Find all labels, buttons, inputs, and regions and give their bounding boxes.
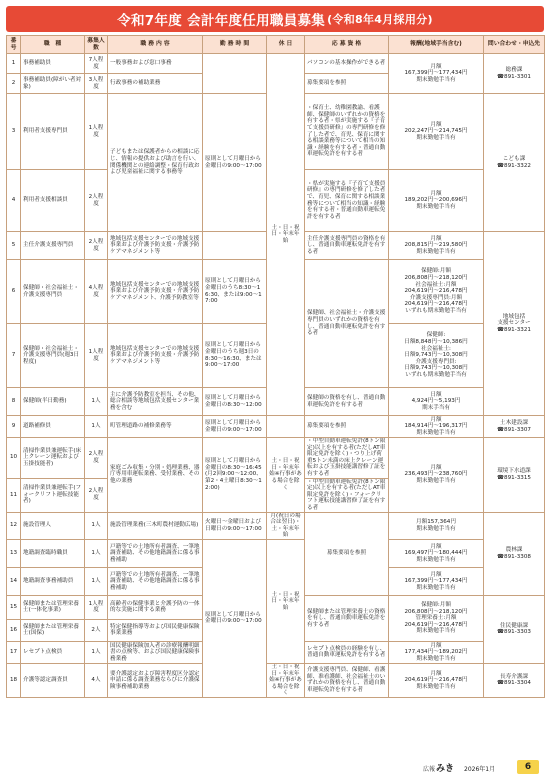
qualification: ・中型自動車運転免許(8トン限定)以上を有する者(ただしAT車限定免許を除く)・フォークリフト運転技能講習修了証を有する者 bbox=[305, 478, 389, 512]
page-banner bbox=[6, 6, 544, 32]
row-number: 2 bbox=[7, 74, 21, 94]
pay-line: 期末手当有 bbox=[422, 404, 450, 411]
footer-date: 2026年1月 bbox=[464, 766, 496, 773]
row-number: 13 bbox=[7, 539, 21, 567]
contact-dept: 総務課 bbox=[505, 66, 523, 73]
duties: 戸籍等での土地所有者調査、一筆地調査補助、その他地籍調査に係る事務補助 bbox=[108, 567, 203, 595]
holiday bbox=[267, 416, 305, 438]
pay-line: 月額 bbox=[430, 416, 442, 423]
pay-cell bbox=[389, 260, 484, 324]
job-title: レセプト点検員 bbox=[21, 641, 85, 663]
contact-cell bbox=[484, 438, 545, 513]
row-number: 1 bbox=[7, 54, 21, 74]
job-title: 施設管理人 bbox=[21, 512, 85, 539]
duties: 地域包括支援センターでの地域支援事業および介護予防支援・介護予防ケアマネジメント等 bbox=[108, 232, 203, 260]
headcount: 1人 bbox=[85, 512, 108, 539]
job-title: 清掃作業員兼運転手(床上クレーン運転および玉掛技能者) bbox=[21, 438, 85, 479]
qualification: 募集要項を参照 bbox=[305, 74, 389, 94]
row-number: 4 bbox=[7, 170, 21, 232]
pay-cell bbox=[389, 641, 484, 663]
qualification: パソコンの基本操作ができる者 bbox=[305, 54, 389, 74]
pay-line: 月額 bbox=[430, 543, 442, 550]
job-title: 地籍調査事務補助員 bbox=[21, 567, 85, 595]
pay-line: 177,434円〜189,202円 bbox=[404, 649, 468, 656]
job-title: 利用者支援専門員 bbox=[21, 94, 85, 170]
header-number: 番号 bbox=[7, 36, 21, 54]
pay-line: 月額 bbox=[430, 190, 442, 197]
qualification: 保健師、社会福祉士・介護支援専門員のいずれかの資格を有し、普通自動車運転免許を有する者 bbox=[305, 260, 389, 388]
pay-line: いずれも期末勤勉手当有 bbox=[405, 307, 467, 314]
row-number: 11 bbox=[7, 478, 21, 512]
row-number: 18 bbox=[7, 663, 21, 697]
pay-cell bbox=[389, 512, 484, 539]
pay-line: 204,619円〜216,478円 bbox=[404, 621, 468, 628]
pay-line: 184,914円〜196,317円 bbox=[404, 423, 468, 430]
job-title: 道路補修員 bbox=[21, 416, 85, 438]
header-holiday: 休 日 bbox=[267, 36, 305, 54]
pay-line: 期末勤勉手当有 bbox=[416, 584, 456, 591]
headcount: 2人程度 bbox=[85, 232, 108, 260]
headcount: 3人程度 bbox=[85, 74, 108, 94]
work-hours: 原則として月曜日から金曜日の9:00〜17:00 bbox=[203, 416, 267, 438]
pay-line: 202,247円〜214,745円 bbox=[404, 128, 468, 135]
work-hours bbox=[203, 232, 267, 260]
job-title: 保健師・社会福祉士・介護支援専門員 bbox=[21, 260, 85, 324]
duties: 国民健康保険加入者の診療報酬明細書の点検等、および国民健康保険事務業務 bbox=[108, 641, 203, 663]
headcount: 1人程度 bbox=[85, 595, 108, 619]
row-number: 14 bbox=[7, 567, 21, 595]
header-contact: 問い合わせ・申込先 bbox=[484, 36, 545, 54]
work-hours: 原則として月曜日から金曜日のうち8:30〜16:30、または9:00〜17:00 bbox=[203, 260, 267, 324]
pay-cell bbox=[389, 324, 484, 388]
duties: 家庭ごみ収集・分別・処理業務、器庁専用車運転業務、受付業務、その他の業務 bbox=[108, 438, 203, 513]
headcount: 2人程度 bbox=[85, 478, 108, 512]
header-hours: 勤 務 時 間 bbox=[203, 36, 267, 54]
row-number: 17 bbox=[7, 641, 21, 663]
contact-phone: ☎891-3322 bbox=[497, 162, 531, 169]
duties: 町管理道路の補修業務等 bbox=[108, 416, 203, 438]
work-hours: 原則として月曜日から金曜日の9:00〜17:00 bbox=[203, 94, 267, 232]
row-number: 12 bbox=[7, 512, 21, 539]
page-footer bbox=[0, 758, 550, 778]
pay-line: 月額 bbox=[430, 642, 442, 649]
job-title: 地籍調査臨時職員 bbox=[21, 539, 85, 567]
headcount: 4人程度 bbox=[85, 260, 108, 324]
duties: 施設管理業務(三木町農村運動広場) bbox=[108, 512, 203, 539]
contact-phone: ☎891-3307 bbox=[497, 426, 531, 433]
work-hours: 原則として月曜日から金曜日の8:30〜16:45(月2回9:00〜12:00、第2・4土曜日8:30〜12:00) bbox=[203, 438, 267, 513]
contact-cell bbox=[484, 54, 545, 94]
pay-line: 期末勤勉手当有 bbox=[416, 248, 456, 255]
pay-line: 社会福祉士:月額 bbox=[415, 281, 457, 288]
pay-line: 日額 bbox=[430, 391, 442, 398]
pay-line: 4,924円〜5,193円 bbox=[411, 398, 461, 405]
page-number: 6 bbox=[517, 760, 539, 774]
pay-line: 204,619円〜216,478円 bbox=[404, 301, 468, 308]
qualification: 保健師の資格を有し、普通自動車運転免許を有する者 bbox=[305, 388, 389, 416]
duties: 行政事務の補助業務 bbox=[108, 74, 203, 94]
table-row bbox=[7, 512, 545, 539]
row-number: 15 bbox=[7, 595, 21, 619]
pay-line: 保健師:月額 bbox=[421, 268, 451, 275]
table-row bbox=[7, 438, 545, 479]
pay-cell bbox=[389, 54, 484, 94]
pay-line: 月額 bbox=[430, 571, 442, 578]
pay-line: 236,493円〜238,760円 bbox=[404, 471, 468, 478]
pay-cell bbox=[389, 539, 484, 567]
contact-phone: ☎891-3303 bbox=[497, 629, 531, 636]
qualification: ・県が実施する『子育て支援員研修』の専門研修を修了した者で、育児、保育に関する相談業務等について相当の知識・経験を有する者・普通自動車運転免許を有する者 bbox=[305, 170, 389, 232]
row-number: 16 bbox=[7, 619, 21, 641]
table-row bbox=[7, 54, 545, 74]
row-number: 7 bbox=[7, 324, 21, 388]
recruitment-table bbox=[6, 35, 545, 698]
work-hours: 原則として月曜日から金曜日の8:30〜12:00 bbox=[203, 388, 267, 416]
pay-line: 167,399円〜177,434円 bbox=[404, 578, 468, 585]
headcount: 1人 bbox=[85, 539, 108, 567]
pay-line: 期末勤勉手当有 bbox=[416, 134, 456, 141]
header-qualification: 応 募 資 格 bbox=[305, 36, 389, 54]
job-title: 事務補助員(障がい者対象) bbox=[21, 74, 85, 94]
pay-line: 日額8,848円〜10,386円 bbox=[404, 339, 468, 346]
banner-title: 令和7年度 会計年度任用職員募集 bbox=[117, 13, 326, 29]
qualification: 主任介護支援専門員の資格を有し、普通自動車運転免許を有する者 bbox=[305, 232, 389, 260]
holiday: 土・日・祝日・年末年始 bbox=[267, 539, 305, 663]
pay-line: 204,619円〜216,478円 bbox=[404, 677, 468, 684]
pay-line: 日額9,743円〜10,308円 bbox=[404, 365, 468, 372]
pay-line: 208,815円〜219,580円 bbox=[404, 242, 468, 249]
pay-cell bbox=[389, 663, 484, 697]
table-row bbox=[7, 663, 545, 697]
pay-cell bbox=[389, 170, 484, 232]
job-title: 利用者支援相談員 bbox=[21, 170, 85, 232]
qualification: レセプト点検員の経験を有し、普通自動車運転免許を有する者 bbox=[305, 641, 389, 663]
pay-line: 期末勤勉手当有 bbox=[416, 655, 456, 662]
duties: 高齢者の保健事業と介護予防の一体的な実施に関する業務 bbox=[108, 595, 203, 619]
pay-line: 期末勤勉手当有 bbox=[416, 556, 456, 563]
job-title: 主任介護支援専門員 bbox=[21, 232, 85, 260]
headcount: 1人程度 bbox=[85, 94, 108, 170]
duties: 要介護認定および障害程度区分認定申請に係る調査業務ならびに介護保険事務補助業務 bbox=[108, 663, 203, 697]
row-number: 3 bbox=[7, 94, 21, 170]
pay-line: 介護支援専門員: bbox=[415, 358, 457, 365]
duties: 特定保健指導等および国民健康保険事業業務 bbox=[108, 619, 203, 641]
pay-line: 期末勤勉手当有 bbox=[416, 203, 456, 210]
pay-line: 206,808円〜218,120円 bbox=[404, 275, 468, 282]
contact-cell bbox=[484, 512, 545, 595]
headcount: 2人程度 bbox=[85, 170, 108, 232]
row-number: 8 bbox=[7, 388, 21, 416]
pay-line: 月額157,364円 bbox=[416, 519, 456, 526]
pay-cell bbox=[389, 232, 484, 260]
pay-line: 167,399円〜177,434円 bbox=[404, 70, 468, 77]
contact-dept: 環境下水道課 bbox=[497, 468, 531, 475]
job-title: 保健師または管理栄養士(国保) bbox=[21, 619, 85, 641]
qualification: 募集要項を参照 bbox=[305, 416, 389, 438]
table-row bbox=[7, 539, 545, 567]
headcount: 2人 bbox=[85, 619, 108, 641]
contact-cell bbox=[484, 94, 545, 232]
qualification: ・保育士、幼稚園教諭、看護師、保健師のいずれかの資格を有する者・県が実施する『子育て支援員研修』の専門研修を修了した者で、育児、保育に関する相談業務等について相当の知識・経験を有する者・普通自動車運転免許を有する者 bbox=[305, 94, 389, 170]
headcount: 1人程度 bbox=[85, 324, 108, 388]
footer-logo: みき bbox=[436, 764, 455, 774]
qualification: ・中型自動車運転免許(8トン限定)以上を有する者(ただしAT車限定免許を除く)・つり上げ荷重5トン未満の床上クレーン運転および玉掛技能講習修了証を有する者 bbox=[305, 438, 389, 479]
contact-phone: ☎891-3321 bbox=[497, 326, 531, 333]
contact-dept: 土木建設課 bbox=[500, 419, 528, 426]
pay-cell bbox=[389, 595, 484, 641]
contact-phone: ☎891-3315 bbox=[497, 474, 531, 481]
duties: 主に介護予防教室を担当、その他、総合相談等地域包括支援センター業務を含む bbox=[108, 388, 203, 416]
work-hours: 火曜日〜金曜日および日曜日の9:00〜17:00 bbox=[203, 512, 267, 539]
header-count: 募集人数 bbox=[85, 36, 108, 54]
holiday: 土・日・祝日・年末年始 bbox=[267, 54, 305, 416]
pay-line: 日額9,743円〜10,308円 bbox=[404, 352, 468, 359]
headcount: 1人 bbox=[85, 416, 108, 438]
pay-line: 期末勤勉手当有 bbox=[416, 429, 456, 436]
contact-cell bbox=[484, 663, 545, 697]
job-title: 清掃作業員兼運転手(フォークリフト運転技能者) bbox=[21, 478, 85, 512]
work-hours: 原則として月曜日から金曜日のうち週3日の8:30〜16:30、または9:00〜17:00 bbox=[203, 324, 267, 388]
pay-line: 204,619円〜216,478円 bbox=[404, 288, 468, 295]
headcount: 1人 bbox=[85, 567, 108, 595]
holiday: 土・日・祝日・年末年始※行事がある場合を除く bbox=[267, 438, 305, 513]
banner-subtitle: (令和8年4月採用分) bbox=[327, 13, 433, 26]
contact-dept: こども課 bbox=[502, 155, 526, 162]
pay-line: 月額 bbox=[430, 670, 442, 677]
header-pay: 報酬(地域手当含む) bbox=[389, 36, 484, 54]
header-job: 職 種 bbox=[21, 36, 85, 54]
headcount: 1人 bbox=[85, 641, 108, 663]
duties: 地域包括支援センターでの地域支援事業および介護予防支援・介護予防ケアマネジメント等 bbox=[108, 324, 203, 388]
work-hours bbox=[203, 54, 267, 94]
headcount: 7人程度 bbox=[85, 54, 108, 74]
contact-dept: 支援センター bbox=[497, 320, 531, 327]
contact-dept: 地域包括 bbox=[502, 313, 526, 320]
contact-cell bbox=[484, 232, 545, 416]
job-title: 保健師・社会福祉士・介護支援専門員(週3日程度) bbox=[21, 324, 85, 388]
footer-label: 広報 bbox=[423, 766, 436, 773]
duties: 戸籍等での土地所有者調査、一筆地調査補助、その他地籍調査に係る事務補助 bbox=[108, 539, 203, 567]
pay-line: 介護支援専門員:月額 bbox=[409, 294, 463, 301]
table-row bbox=[7, 416, 545, 438]
table-header-row bbox=[7, 36, 545, 54]
pay-cell bbox=[389, 416, 484, 438]
row-number: 10 bbox=[7, 438, 21, 479]
row-number: 6 bbox=[7, 260, 21, 324]
pay-line: 管理栄養士:月額 bbox=[415, 615, 457, 622]
contact-dept: 住民健康課 bbox=[500, 622, 528, 629]
job-title: 介護等認定調査員 bbox=[21, 663, 85, 697]
pay-line: いずれも期末勤勉手当有 bbox=[405, 371, 467, 378]
pay-cell bbox=[389, 567, 484, 595]
holiday: 月(祝日の場合は翌日)・土・年末年始 bbox=[267, 512, 305, 539]
pay-line: 期末勤勉手当有 bbox=[416, 76, 456, 83]
pay-line: 189,202円〜200,696円 bbox=[404, 197, 468, 204]
pay-line: 期末勤勉手当有 bbox=[416, 628, 456, 635]
work-hours: 原則として月曜日から金曜日の9:00〜17:00 bbox=[203, 539, 267, 697]
holiday: 土・日・祝日・年末年始※行事がある場合を除く bbox=[267, 663, 305, 697]
pay-line: 保健師:月額 bbox=[421, 601, 451, 608]
headcount: 1人 bbox=[85, 388, 108, 416]
pay-line: 期末勤勉手当有 bbox=[416, 683, 456, 690]
contact-dept: 長寿介護課 bbox=[500, 673, 528, 680]
contact-cell bbox=[484, 595, 545, 663]
pay-line: 月額 bbox=[430, 121, 442, 128]
job-title: 保健師(半日勤務) bbox=[21, 388, 85, 416]
headcount: 4人 bbox=[85, 663, 108, 697]
pay-cell bbox=[389, 388, 484, 416]
contact-phone: ☎891-3304 bbox=[497, 680, 531, 687]
pay-line: 月額 bbox=[430, 235, 442, 242]
row-number: 5 bbox=[7, 232, 21, 260]
pay-cell bbox=[389, 94, 484, 170]
contact-phone: ☎891-3301 bbox=[497, 73, 531, 80]
qualification: 保健師または管理栄養士の資格を有し、普通自動車運転免許を有する者 bbox=[305, 595, 389, 641]
pay-line: 社会福祉士: bbox=[421, 345, 451, 352]
qualification: 募集要項を参照 bbox=[305, 512, 389, 595]
pay-line: 期末勤勉手当有 bbox=[416, 525, 456, 532]
job-title: 保健師または管理栄養士(一体化事業) bbox=[21, 595, 85, 619]
pay-line: 期末勤勉手当有 bbox=[416, 478, 456, 485]
contact-phone: ☎891-3308 bbox=[497, 553, 531, 560]
pay-line: 月額 bbox=[430, 464, 442, 471]
header-duties: 職 務 内 容 bbox=[108, 36, 203, 54]
pay-line: 169,497円〜180,444円 bbox=[404, 550, 468, 557]
headcount: 2人程度 bbox=[85, 438, 108, 479]
contact-cell bbox=[484, 416, 545, 438]
job-title: 事務補助員 bbox=[21, 54, 85, 74]
pay-line: 206,808円〜218,120円 bbox=[404, 608, 468, 615]
pay-line: 保健師: bbox=[426, 332, 446, 339]
qualification: 介護支援専門員、保健師、看護師、准看護師、社会福祉士のいずれかの資格を有し、普通自動車運転免許を有する者 bbox=[305, 663, 389, 697]
duties: 一般事務および窓口事務 bbox=[108, 54, 203, 74]
row-number: 9 bbox=[7, 416, 21, 438]
duties: 子どもまたは保護者からの相談に応じ、情報の提供および助言を行い、関係機関との連絡調整・保育行政および児童福祉に関する事務等 bbox=[108, 94, 203, 232]
contact-dept: 農林課 bbox=[505, 547, 523, 554]
pay-cell bbox=[389, 438, 484, 513]
duties: 地域包括支援センターでの地域支援事業および介護予防支援・介護予防ケアマネジメント、介護予防教室等 bbox=[108, 260, 203, 324]
pay-line: 月額 bbox=[430, 63, 442, 70]
